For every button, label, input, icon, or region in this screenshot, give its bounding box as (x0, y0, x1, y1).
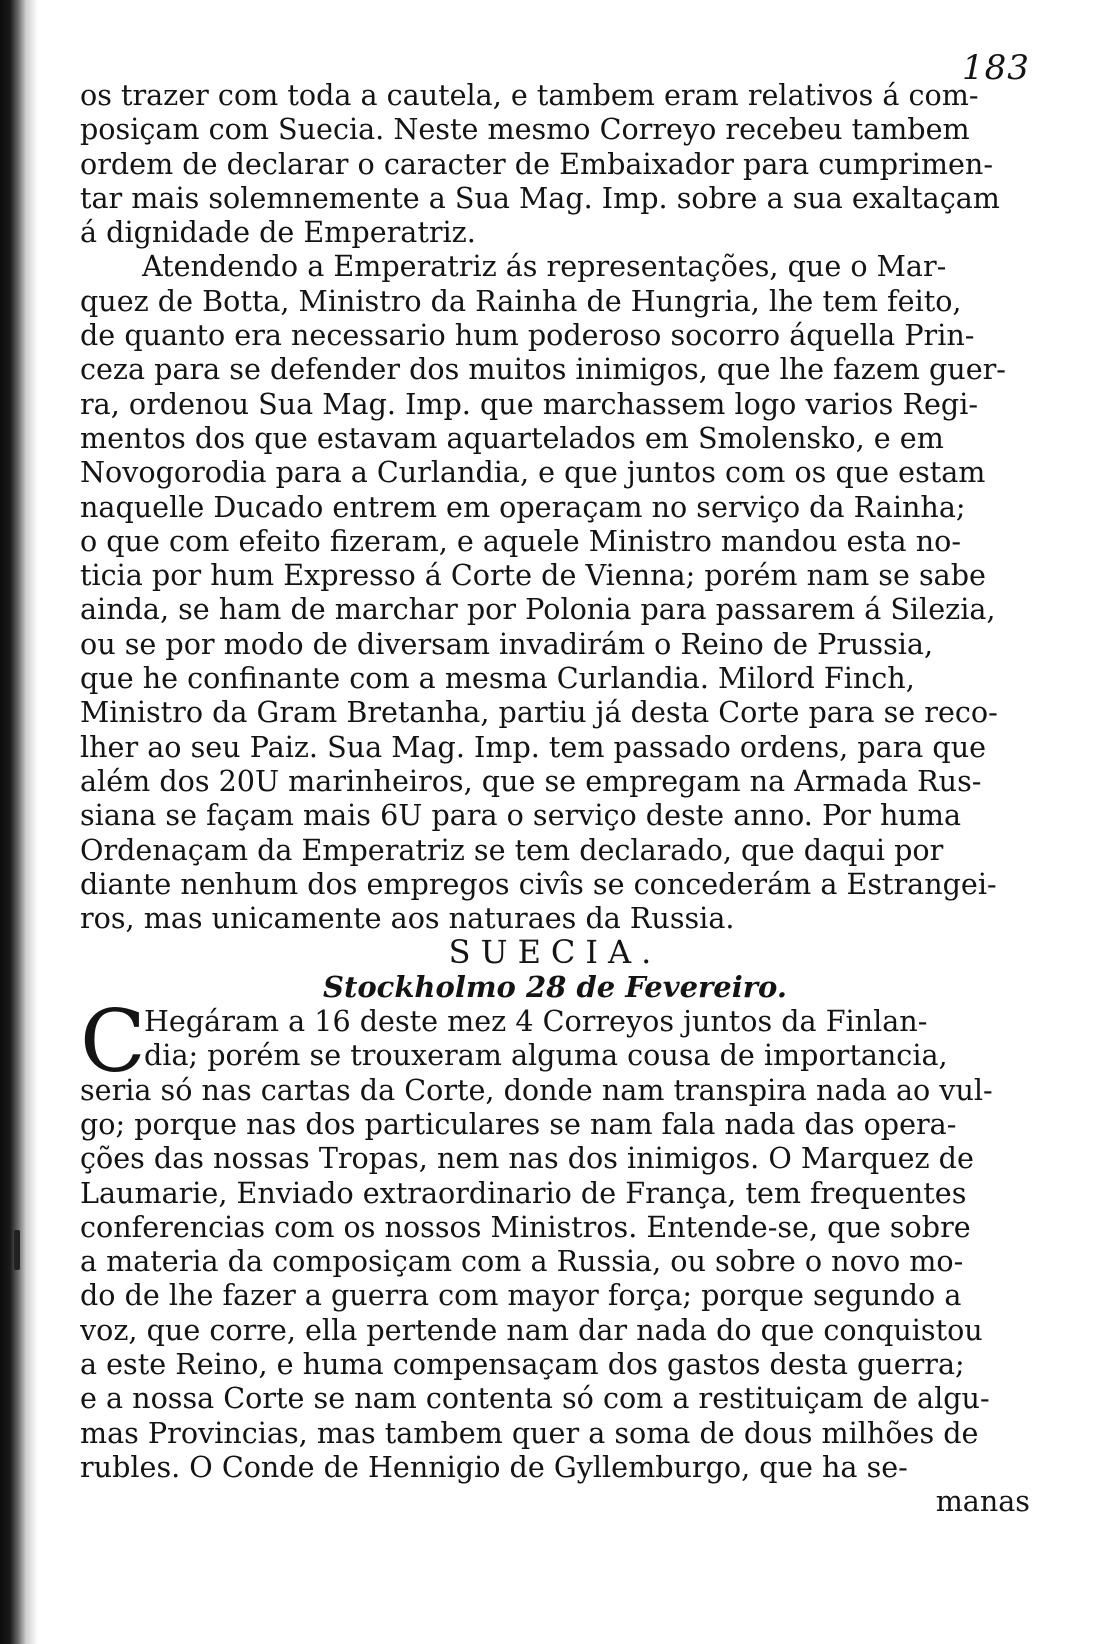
text-line: go; porque nas dos particulares se nam fala nada das opera- (80, 1106, 957, 1141)
text-line: quez de Botta, Ministro da Rainha de Hungria, lhe tem feito, (80, 283, 962, 318)
text-line: voz, que corre, ella pertende nam dar nada do que conquistou (80, 1312, 983, 1347)
text-line: lher ao seu Paiz. Sua Mag. Imp. tem passado ordens, para que (80, 729, 987, 764)
text-line: Novogorodia para a Curlandia, e que juntos com os que estam (80, 455, 986, 490)
text-line: ainda, se ham de marchar por Polonia para passarem á Silezia, (80, 592, 996, 627)
paragraph-russia-news (80, 249, 1030, 935)
text-line: a este Reino, e huma compensaçam dos gastos desta guerra; (80, 1346, 965, 1381)
text-line: mas Provincias, mas tambem quer a soma de dous milhões de (80, 1415, 979, 1450)
page-text (80, 78, 1030, 1518)
text-line: seria só nas cartas da Corte, donde nam transpira nada ao vul- (80, 1072, 993, 1107)
text-line: ros, mas unicamente aos naturaes da Russia. (80, 901, 735, 936)
paragraph-sweden-news (80, 992, 1030, 1484)
catchword: manas (935, 1484, 1030, 1519)
text-line: siana se façam mais 6U para o serviço deste anno. Por huma (80, 798, 962, 833)
text-line: rubles. O Conde de Hennigio de Gyllemburgo, que ha se- (80, 1449, 908, 1484)
text-line: Atendendo a Emperatriz ás representações, que o Mar- (142, 249, 947, 284)
text-line: e a nossa Corte se nam contenta só com a restituiçam de algu- (80, 1381, 990, 1416)
text-line: a materia da composiçam com a Russia, ou sobre o novo mo- (80, 1244, 964, 1279)
page-number: 183 (962, 48, 1030, 88)
text-line: ordem de declarar o caracter de Embaixador para cumprimen- (80, 146, 993, 181)
text-line: tar mais solemnemente a Sua Mag. Imp. sobre a sua exaltaçam (80, 180, 1000, 215)
text-line: ções das nossas Tropas, nem nas dos inimigos. O Marquez de (80, 1141, 974, 1176)
text-line: ra, ordenou Sua Mag. Imp. que marchassem logo varios Regi- (80, 386, 979, 421)
text-line: posiçam com Suecia. Neste mesmo Correyo recebeu tambem (80, 112, 970, 147)
text-line: conferencias com os nossos Ministros. Entende-se, que sobre (80, 1209, 971, 1244)
dateline: Stockholmo 28 de Fevereiro. (323, 969, 787, 1004)
text-line: mentos dos que estavam aquartelados em Smolensko, e em (80, 420, 944, 455)
text-line: que he confinante com a mesma Curlandia. Milord Finch, (80, 661, 915, 696)
text-line: ou se por modo de diversam invadirám o Reino de Prussia, (80, 626, 934, 661)
text-line: de quanto era necessario hum poderoso socorro áquella Prin- (80, 318, 975, 353)
paragraph-russia-intro (80, 78, 1030, 249)
text-line: Ordenaçam da Emperatriz se tem declarado, que daqui por (80, 832, 944, 867)
book-binding-shadow (0, 0, 40, 1644)
text-line: dia; porém se trouxeram alguma cousa de importancia, (144, 1038, 948, 1073)
text-line: ticia por hum Expresso á Corte de Vienna; porém nam se sabe (80, 558, 986, 593)
text-line: Hegáram a 16 deste mez 4 Correyos juntos da Finlan- (144, 1004, 928, 1039)
text-line: Laumarie, Enviado extraordinario de França, tem frequentes (80, 1175, 967, 1210)
text-line: á dignidade de Emperatriz. (80, 215, 476, 250)
text-line: ceza para se defender dos muitos inimigos, que lhe fazem guer- (80, 352, 1006, 387)
text-line: diante nenhum dos empregos civîs se concederám a Estrangei- (80, 866, 997, 901)
text-line: além dos 20U marinheiros, que se empregam na Armada Rus- (80, 763, 982, 798)
binding-ink-mark (14, 1230, 20, 1270)
text-line: o que com efeito fizeram, e aquele Ministro mandou esta no- (80, 523, 961, 558)
text-line: naquelle Ducado entrem em operaçam no serviço da Rainha; (80, 489, 966, 524)
drop-cap: C (80, 992, 146, 1093)
section-heading: SUECIA. (448, 933, 662, 972)
text-line: Ministro da Gram Bretanha, partiu já desta Corte para se reco- (80, 695, 998, 730)
text-line: os trazer com toda a cautela, e tambem eram relativos á com- (80, 78, 979, 112)
text-line: do de lhe fazer a guerra com mayor força; porque segundo a (80, 1278, 962, 1313)
